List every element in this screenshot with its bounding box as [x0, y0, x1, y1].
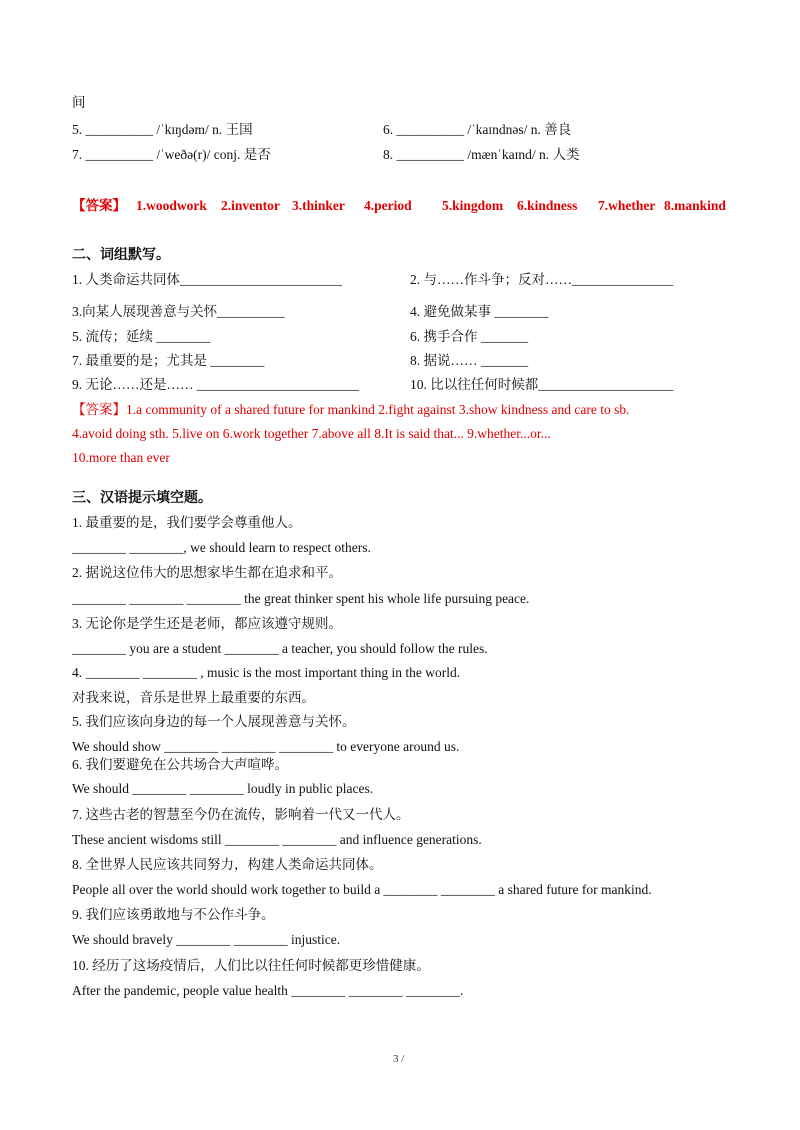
answer-label: 【答案】	[72, 198, 126, 213]
phrase-item-10: 10. 比以往任何时候都____________________	[410, 377, 674, 392]
answer-3: 3.thinker	[292, 198, 345, 213]
section3-title: 三、汉语提示填空题。	[72, 491, 212, 506]
question-4-en: 4. ________ ________ , music is the most important thing in the world.	[72, 665, 461, 680]
answer-6: 6.kindness	[517, 198, 578, 213]
answer-5: 5.kingdom	[442, 198, 504, 213]
question-8-cn: 8. 全世界人民应该共同努力，构建人类命运共同体。	[72, 857, 383, 872]
vocab-item-8: 8. __________ /mænˈkaɪnd/ n. 人类	[383, 147, 580, 162]
section2-answer-line-2: 4.avoid doing sth. 5.live on 6.work together 7.above all 8.It is said that... 9.whether...or...	[72, 426, 551, 441]
question-9-cn: 9. 我们应该勇敢地与不公作斗争。	[72, 907, 275, 922]
question-9-en: We should bravely ________ ________ injustice.	[72, 932, 341, 947]
page-number: 3 /	[393, 1053, 405, 1065]
phrase-item-5: 5. 流传；延续 ________	[72, 329, 211, 344]
question-6-cn: 6. 我们要避免在公共场合大声喧哗。	[72, 757, 288, 772]
vocab-item-7: 7. __________ /ˈweðə(r)/ conj. 是否	[72, 147, 271, 162]
phrase-item-1: 1. 人类命运共同体________________________	[72, 272, 342, 287]
question-1-en: ________ ________, we should learn to respect others.	[72, 540, 371, 555]
question-10-en: After the pandemic, people value health ________ ________ ________.	[72, 983, 464, 998]
phrase-item-8: 8. 据说…… _______	[410, 353, 529, 368]
question-8-en: People all over the world should work together to build a ________ ________ a shared future for mankind.	[72, 882, 652, 897]
answer-8: 8.mankind	[664, 198, 726, 213]
question-6-en: We should ________ ________ loudly in public places.	[72, 781, 374, 796]
phrase-item-4: 4. 避免做某事 ________	[410, 304, 549, 319]
answer-2: 2.inventor	[221, 198, 280, 213]
phrase-item-7: 7. 最重要的是；尤其是 ________	[72, 353, 265, 368]
question-2-cn: 2. 据说这位伟大的思想家毕生都在追求和平。	[72, 565, 342, 580]
phrase-item-3: 3.向某人展现善意与关怀__________	[72, 304, 285, 319]
question-7-en: These ancient wisdoms still ________ ________ and influence generations.	[72, 832, 482, 847]
vocab-item-6: 6. __________ /ˈkaɪndnəs/ n. 善良	[383, 122, 572, 137]
answer-7: 7.whether	[598, 198, 656, 213]
section2-title: 二、词组默写。	[72, 248, 170, 263]
question-5-cn: 5. 我们应该向身边的每一个人展现善意与关怀。	[72, 714, 356, 729]
section2-answer-line-3: 10.more than ever	[72, 450, 170, 465]
question-2-en: ________ ________ ________ the great thinker spent his whole life pursuing peace.	[72, 591, 530, 606]
phrase-item-2: 2. 与……作斗争；反对……_______________	[410, 272, 674, 287]
vocab-item-5: 5. __________ /ˈkɪŋdəm/ n. 王国	[72, 122, 253, 137]
answer-4: 4.period	[364, 198, 412, 213]
section2-answer-line-1: 【答案】1.a community of a shared future for mankind 2.fight against 3.show kindness and care to sb.	[72, 402, 630, 417]
question-4-cn: 对我来说，音乐是世界上最重要的东西。	[72, 690, 315, 705]
phrase-item-6: 6. 携手合作 _______	[410, 329, 529, 344]
question-1-cn: 1. 最重要的是，我们要学会尊重他人。	[72, 515, 302, 530]
question-3-cn: 3. 无论你是学生还是老师，都应该遵守规则。	[72, 616, 342, 631]
question-5-en: We should show ________ ________ ________ to everyone around us.	[72, 739, 460, 754]
question-3-en: ________ you are a student ________ a teacher, you should follow the rules.	[72, 641, 488, 656]
top-fragment: 间	[72, 95, 86, 110]
phrase-item-9: 9. 无论……还是…… ________________________	[72, 377, 359, 392]
question-7-cn: 7. 这些古老的智慧至今仍在流传，影响着一代又一代人。	[72, 807, 410, 822]
answer-1: 1.woodwork	[136, 198, 207, 213]
question-10-cn: 10. 经历了这场疫情后，人们比以往任何时候都更珍惜健康。	[72, 958, 430, 973]
